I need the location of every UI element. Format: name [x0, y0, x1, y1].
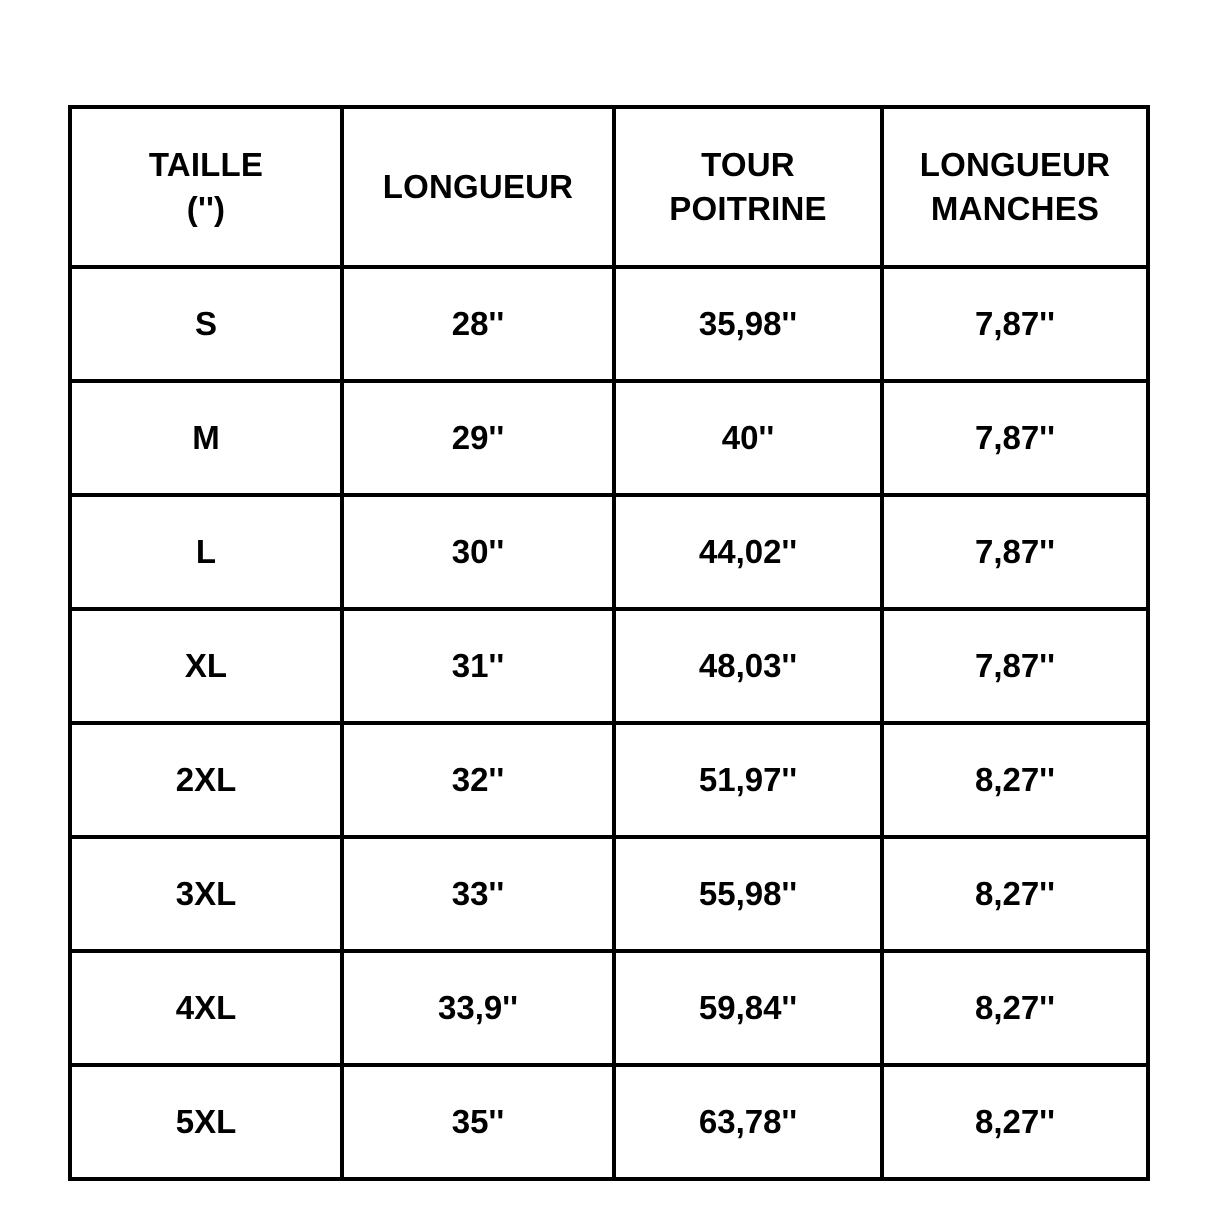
cell-longueur: 31'' — [342, 609, 614, 723]
cell-longueur: 30'' — [342, 495, 614, 609]
cell-tour-poitrine: 48,03'' — [614, 609, 882, 723]
cell-longueur: 29'' — [342, 381, 614, 495]
cell-tour-poitrine: 44,02'' — [614, 495, 882, 609]
column-header-taille — [70, 107, 342, 267]
cell-longueur: 33'' — [342, 837, 614, 951]
cell-longueur-manches: 7,87'' — [882, 381, 1148, 495]
table-header — [70, 107, 1148, 267]
cell-longueur: 33,9'' — [342, 951, 614, 1065]
cell-longueur: 35'' — [342, 1065, 614, 1179]
size-chart-table-wrapper — [68, 105, 1146, 1141]
column-header-tour-poitrine-line1: TOUR — [701, 146, 795, 184]
cell-longueur: 28'' — [342, 267, 614, 381]
table-row — [70, 381, 1148, 495]
column-header-longueur — [342, 107, 614, 267]
cell-tour-poitrine: 40'' — [614, 381, 882, 495]
table-row — [70, 1065, 1148, 1179]
cell-taille: 5XL — [70, 1065, 342, 1179]
cell-taille: XL — [70, 609, 342, 723]
cell-tour-poitrine: 59,84'' — [614, 951, 882, 1065]
table-row — [70, 951, 1148, 1065]
cell-tour-poitrine: 51,97'' — [614, 723, 882, 837]
table-row — [70, 723, 1148, 837]
column-header-tour-poitrine-line2: POITRINE — [669, 190, 827, 227]
cell-tour-poitrine: 35,98'' — [614, 267, 882, 381]
column-header-taille-line1: TAILLE — [148, 146, 264, 184]
cell-taille: S — [70, 267, 342, 381]
cell-longueur-manches: 8,27'' — [882, 837, 1148, 951]
cell-taille: M — [70, 381, 342, 495]
size-chart-table — [68, 105, 1150, 1181]
column-header-tour-poitrine — [614, 107, 882, 267]
cell-longueur-manches: 7,87'' — [882, 609, 1148, 723]
table-row — [70, 495, 1148, 609]
cell-longueur-manches: 8,27'' — [882, 1065, 1148, 1179]
column-header-longueur-manches — [882, 107, 1148, 267]
cell-longueur-manches: 8,27'' — [882, 723, 1148, 837]
cell-taille: 2XL — [70, 723, 342, 837]
column-header-longueur-manches-line1: LONGUEUR — [919, 146, 1111, 184]
cell-longueur-manches: 7,87'' — [882, 267, 1148, 381]
cell-longueur-manches: 7,87'' — [882, 495, 1148, 609]
cell-taille: 4XL — [70, 951, 342, 1065]
cell-taille: 3XL — [70, 837, 342, 951]
table-row — [70, 837, 1148, 951]
cell-tour-poitrine: 63,78'' — [614, 1065, 882, 1179]
table-row — [70, 267, 1148, 381]
cell-taille: L — [70, 495, 342, 609]
table-header-row — [70, 107, 1148, 267]
cell-longueur-manches: 8,27'' — [882, 951, 1148, 1065]
cell-longueur: 32'' — [342, 723, 614, 837]
column-header-longueur-manches-line2: MANCHES — [930, 190, 1100, 227]
column-header-longueur-line1: LONGUEUR — [382, 168, 574, 206]
table-body — [70, 267, 1148, 1179]
column-header-taille-line2: ('') — [186, 190, 226, 227]
table-row — [70, 609, 1148, 723]
cell-tour-poitrine: 55,98'' — [614, 837, 882, 951]
